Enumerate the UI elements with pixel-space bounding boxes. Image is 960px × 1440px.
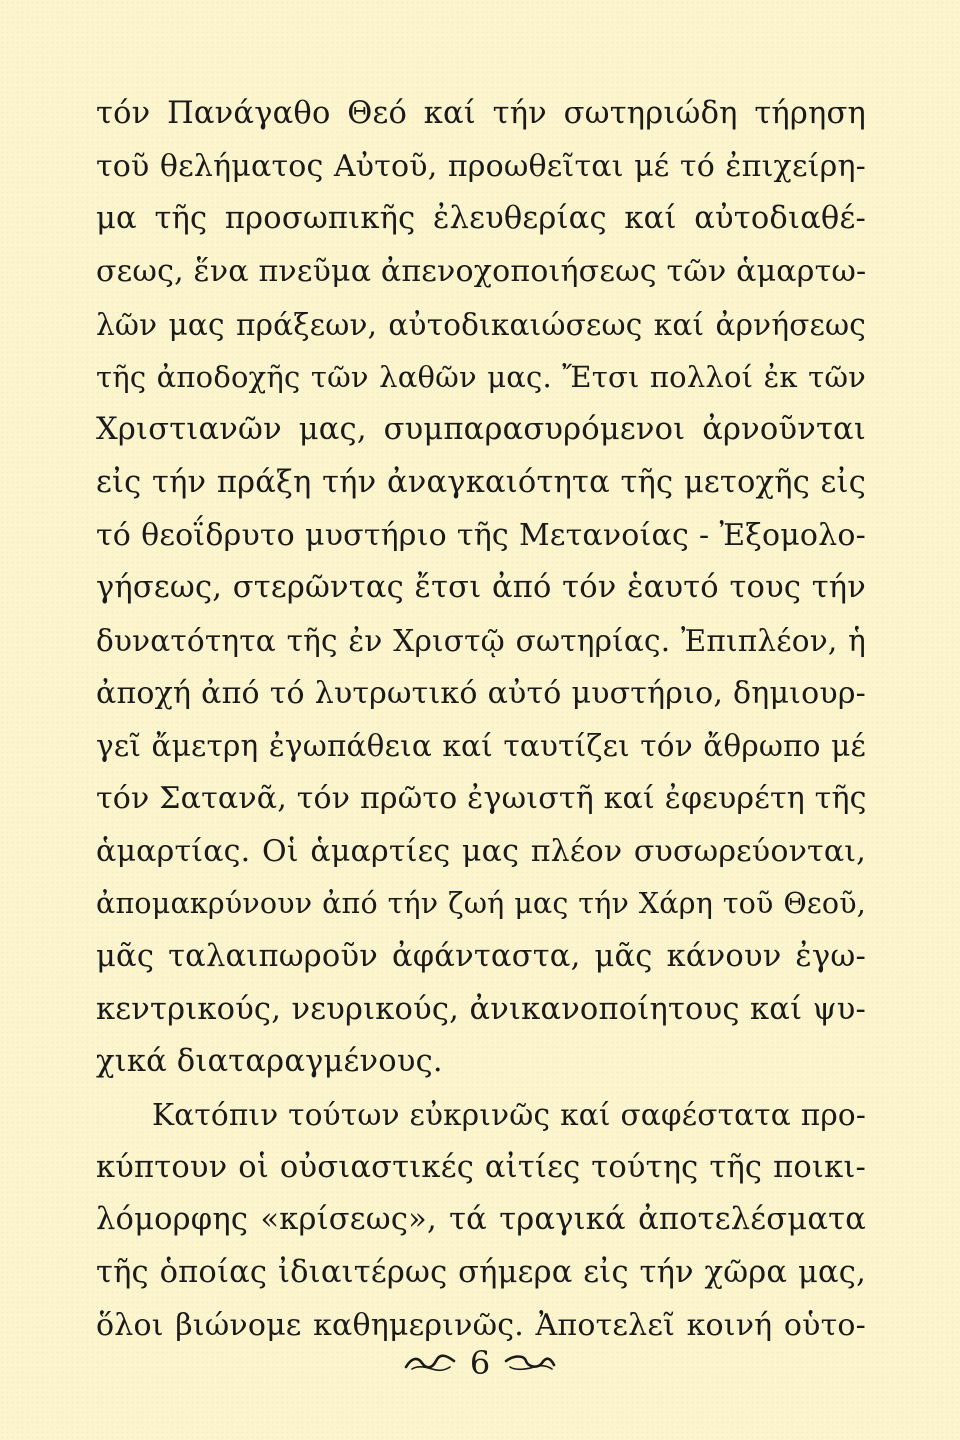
text-line: Κατόπιν τούτων εὐκρινῶς καί σαφέστατα προ- — [152, 1098, 866, 1133]
text-line: τό θεοΐδρυτο μυστήριο τῆς Μετανοίας - Ἐξομολο- — [96, 517, 866, 553]
text-line: ἀποχή ἀπό τό λυτρωτικό αὐτό μυστήριο, δημιουρ- — [96, 675, 866, 711]
text-line: ἁμαρτίας. Οἱ ἁμαρτίες μας πλέον συσωρεύονται, — [96, 833, 866, 869]
text-line: τόν Πανάγαθο Θεό καί τήν σωτηριώδη τήρηση — [96, 96, 866, 131]
text-line: χικά διαταραγμένους. — [96, 1044, 443, 1080]
text-line: εἰς τήν πράξη τήν ἀναγκαιότητα τῆς μετοχῆς εἰς — [96, 464, 866, 500]
text-line: τῆς ὁποίας ἰδιαιτέρως σήμερα εἰς τήν χῶρα μας, — [96, 1255, 866, 1291]
text-line: γεῖ ἄμετρη ἐγωπάθεια καί ταυτίζει τόν ἄθρωπο μέ — [96, 729, 866, 764]
text-line: ἀπομακρύνουν ἀπό τήν ζωή μας τήν Χάρη τοῦ Θεοῦ, — [96, 887, 866, 921]
text-line: δυνατότητα τῆς ἐν Χριστῷ σωτηρίας. Ἐπιπλέον, ἡ — [96, 623, 866, 658]
text-line: τόν Σατανᾶ, τόν πρῶτο ἐγωιστῆ καί ἐφευρέτη τῆς — [96, 780, 867, 816]
text-line: Χριστιανῶν μας, συμπαρασυρόμενοι ἀρνοῦνται — [96, 412, 866, 448]
paragraph-2 — [96, 1089, 866, 1352]
page-footer — [0, 1338, 960, 1388]
text-line: λῶν μας πράξεων, αὐτοδικαιώσεως καί ἀρνήσεως — [96, 307, 866, 342]
text-line: γήσεως, στερῶντας ἔτσι ἀπό τόν ἑαυτό τους τήν — [96, 570, 866, 606]
text-line: μᾶς ταλαιπωροῦν ἀφάνταστα, μᾶς κάνουν ἐγω- — [96, 939, 866, 974]
text-line: τῆς ἀποδοχῆς τῶν λαθῶν μας. Ἔτσι πολλοί ἐκ τῶν — [96, 360, 866, 395]
text-line: ὅλοι βιώνομε καθημερινῶς. Ἀποτελεῖ κοινή οὑτο- — [96, 1307, 866, 1343]
text-line: τοῦ θελήματος Αὐτοῦ, προωθεῖται μέ τό ἐπιχείρη- — [96, 148, 866, 184]
text-line: σεως, ἕνα πνεῦμα ἀπενοχοποιήσεως τῶν ἁμαρτω- — [96, 254, 867, 290]
page-body-text — [96, 88, 866, 1353]
page-number: 6 — [469, 1344, 491, 1382]
swash-ornament-icon — [404, 1351, 456, 1375]
text-line: λόμορφης «κρίσεως», τά τραγικά ἀποτελέσματα — [96, 1202, 866, 1238]
text-line: κεντρικούς, νευρικούς, ἀνικανοποίητους καί ψυ- — [96, 991, 866, 1027]
paragraph-1 — [96, 88, 866, 1089]
text-line: μα τῆς προσωπικῆς ἐλευθερίας καί αὐτοδιαθέ- — [96, 201, 866, 237]
swash-ornament-icon — [504, 1351, 556, 1375]
text-line: κύπτουν οἱ οὐσιαστικές αἰτίες τούτης τῆς ποικι- — [96, 1149, 866, 1185]
